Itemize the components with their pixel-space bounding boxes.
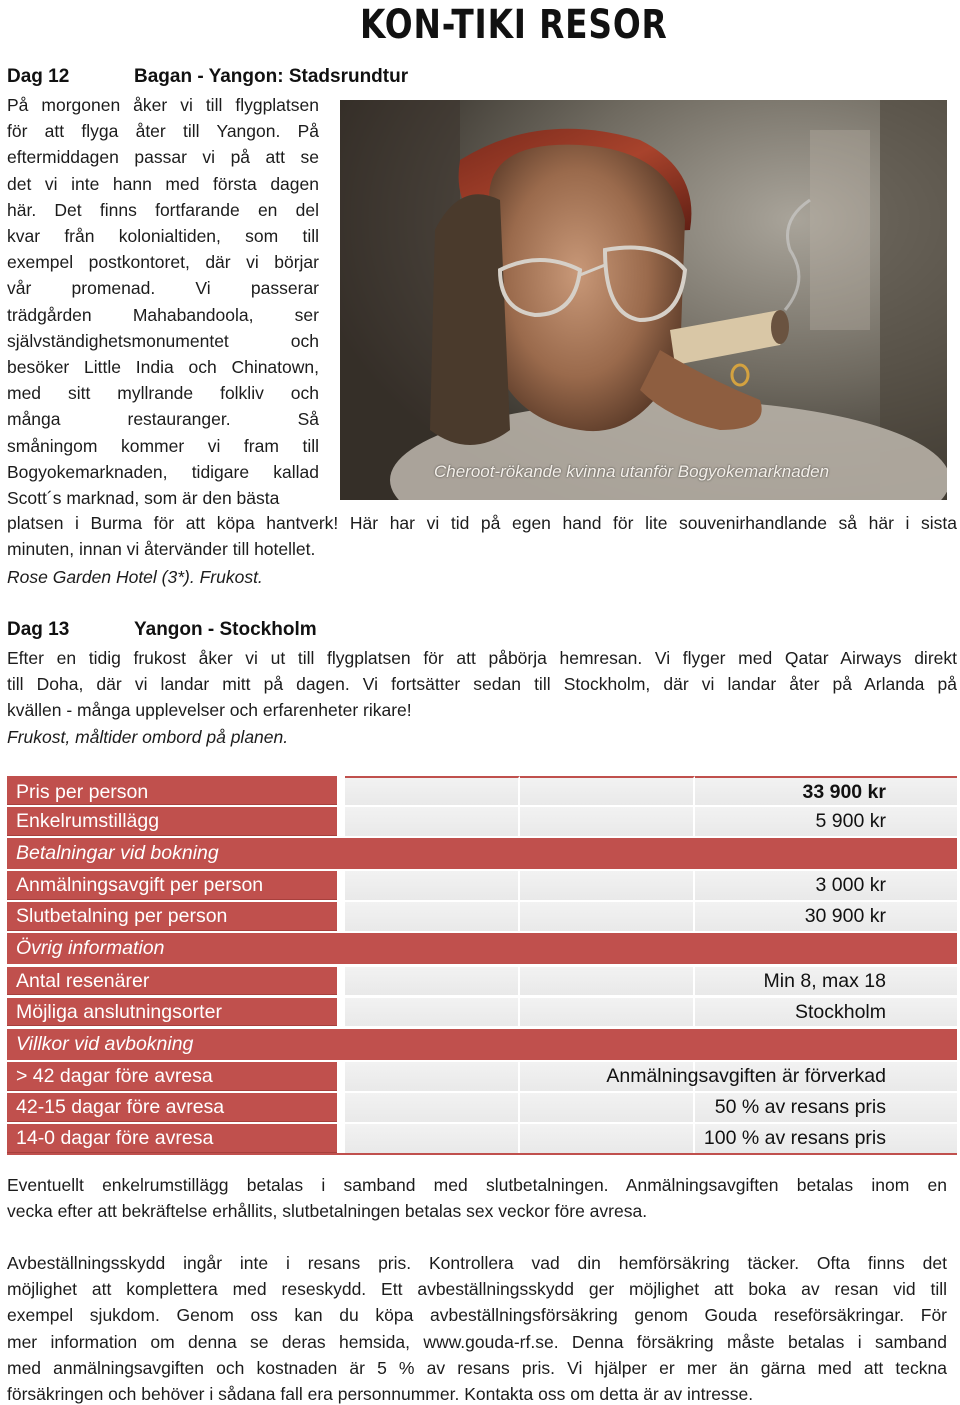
- price-row: [7, 998, 957, 1027]
- day-12-title: Bagan - Yangon: Stadsrundtur: [134, 66, 409, 87]
- single-room-note: [7, 1172, 947, 1224]
- text-line: eftermiddagen passar vi på att se: [7, 147, 319, 168]
- text-line: med anmälningsavgiften och kostnaden är 5 % av resans pris. Vi hjälper er mer än gärna med att teckna: [7, 1357, 947, 1378]
- photo-caption: Cheroot-rökande kvinna utanför Bogyokemarknaden: [434, 462, 830, 481]
- price-row-value: 100 % av resans pris: [703, 1127, 886, 1150]
- price-row-value: 50 % av resans pris: [714, 1096, 886, 1119]
- price-row-value: Anmälningsavgiften är förverkad: [606, 1065, 886, 1088]
- text-line: för att flyga åter till Yangon. På: [7, 121, 319, 142]
- day-13-meals: [7, 724, 288, 750]
- day-12-text-wide: [7, 510, 957, 562]
- price-row: [7, 1124, 957, 1153]
- text-line: Efter en tidig frukost åker vi ut till flygplatsen för att påbörja hemresan. Vi flyger med Qatar Airways direkt: [7, 648, 957, 668]
- price-row-value-cell: [695, 998, 892, 1027]
- price-row-cell: [345, 871, 520, 900]
- price-row-value: 33 900 kr: [802, 781, 886, 803]
- price-row-value-cell: [695, 902, 892, 931]
- day-13-title: Yangon - Stockholm: [134, 619, 317, 640]
- price-row-cell: [345, 1124, 520, 1153]
- text-line: här. Det finns fortfarande en del: [7, 199, 319, 220]
- price-row-cell: [520, 1093, 695, 1122]
- text-line: Avbeställningsskydd ingår inte i resans pris. Kontrollera vad din hemförsäkring täcker. Ofta finns det: [7, 1253, 947, 1273]
- price-row-cell: [520, 807, 695, 836]
- day-13-meals-text: Frukost, måltider ombord på planen.: [7, 727, 289, 747]
- price-row: [7, 871, 957, 900]
- photo-illustration: [340, 100, 947, 500]
- price-row: [7, 902, 957, 931]
- price-row-value: Stockholm: [794, 1000, 886, 1023]
- price-row-cell: [892, 998, 957, 1027]
- price-row-cell: [892, 1124, 957, 1153]
- price-row-cell: [345, 776, 520, 805]
- text-line: kvar från kolonialtiden, som till: [7, 226, 319, 247]
- day-13-text: [7, 645, 957, 724]
- price-table: [7, 776, 957, 1155]
- price-row-cell: [520, 871, 695, 900]
- price-row-cell: [345, 1062, 520, 1091]
- price-row-gap: [337, 807, 345, 836]
- day-13-number: Dag 13: [7, 619, 70, 640]
- price-row-gap: [337, 902, 345, 931]
- price-row-label: Slutbetalning per person: [7, 902, 337, 931]
- day-12-hotel-meals-text: Rose Garden Hotel (3*). Frukost.: [7, 567, 263, 587]
- price-row-cell: [520, 998, 695, 1027]
- price-row-gap: [337, 1093, 345, 1122]
- price-row-value: 5 900 kr: [815, 809, 886, 832]
- price-row-cell: [892, 1093, 957, 1122]
- brand-logo: KON-TIKI RESOR: [360, 2, 668, 48]
- price-row-label: 14-0 dagar före avresa: [7, 1124, 337, 1153]
- price-row-value: 30 900 kr: [804, 905, 886, 928]
- text-line: försäkringen och behöver i sådana fall era personnummer. Kontakta oss om detta är av intresse.: [7, 1384, 754, 1405]
- price-row-cell: [520, 776, 695, 805]
- price-row: [7, 807, 957, 836]
- price-row-gap: [337, 871, 345, 900]
- text-line: trädgården Mahabandoola, ser: [7, 304, 319, 325]
- text-line: Bogyokemarknaden, tidigare kallad: [7, 461, 319, 482]
- text-line: exempel sjukdom. Genom oss kan du köpa avbeställningsförsäkring genom Gouda reseförsäkringar. För: [7, 1305, 947, 1326]
- price-row-cell: [892, 1062, 957, 1091]
- text-line: vecka efter att bekräftelse erhållits, slutbetalningen betalas sex veckor före avresa.: [7, 1201, 648, 1222]
- price-row-cell: [345, 967, 520, 996]
- price-row-label: Pris per person: [7, 776, 337, 805]
- price-row: [7, 776, 957, 805]
- woman-smoking-cheroot-photo: [340, 100, 947, 500]
- price-row-cell: [520, 902, 695, 931]
- price-row: [7, 1093, 957, 1122]
- text-line: mer information om denna se deras hemsida, www.gouda-rf.se. Denna försäkring måste betalas i samband: [7, 1331, 947, 1352]
- text-line: självständighetsmonumentet och: [7, 330, 319, 351]
- price-row-cell: [892, 807, 957, 836]
- price-row-cell: [345, 807, 520, 836]
- text-line: platsen i Burma för att köpa hantverk! Här har vi tid på egen hand för lite souvenirhandlande så här i sista: [7, 513, 957, 533]
- price-row-value: 3 000 kr: [815, 874, 886, 897]
- text-line: besöker Little India och Chinatown,: [7, 357, 319, 378]
- price-row: [7, 967, 957, 996]
- text-line: till Doha, där vi landar mitt på dagen. Vi fortsätter sedan till Stockholm, där vi landar åter på Arlanda på: [7, 674, 957, 695]
- price-row-value-cell: [695, 871, 892, 900]
- price-section-label: Övrig information: [16, 937, 165, 960]
- text-line: exempel postkontoret, där vi börjar: [7, 252, 319, 273]
- day-12-text-narrow: [7, 92, 319, 511]
- price-row-cell: [520, 967, 695, 996]
- day-12-hotel-meals: [7, 564, 263, 590]
- price-row-cell: [345, 1093, 520, 1122]
- price-section-label: Villkor vid avbokning: [16, 1032, 194, 1055]
- price-row-label: Antal resenärer: [7, 967, 337, 996]
- price-row-value: Min 8, max 18: [763, 969, 886, 992]
- price-row-value-cell: [695, 967, 892, 996]
- price-row-gap: [337, 998, 345, 1027]
- day-12-number: Dag 12: [7, 66, 70, 87]
- price-section-row: [7, 838, 957, 869]
- price-row-value-cell: [695, 776, 892, 805]
- row-divider: [7, 1153, 957, 1155]
- price-row-label: Möjliga anslutningsorter: [7, 998, 337, 1027]
- price-row-gap: [337, 776, 345, 805]
- price-row-cell: [892, 776, 957, 805]
- price-row-value-cell: [695, 1124, 892, 1153]
- text-line: många restauranger. Så: [7, 409, 319, 430]
- text-line: På morgonen åker vi till flygplatsen: [7, 95, 319, 115]
- price-row-gap: [337, 1062, 345, 1091]
- price-row: [7, 1062, 957, 1091]
- day-12-heading: [7, 66, 408, 88]
- insurance-note: [7, 1250, 947, 1405]
- text-line: det vi inte hann med första dagen: [7, 173, 319, 194]
- day-13-heading: [7, 619, 317, 641]
- price-section-label: Betalningar vid bokning: [16, 841, 219, 864]
- price-row-cell: [345, 902, 520, 931]
- price-row-cell: [892, 967, 957, 996]
- price-row-label: Anmälningsavgift per person: [7, 871, 337, 900]
- price-row-value-cell: [695, 1093, 892, 1122]
- text-line: Scott´s marknad, som är den bästa: [7, 488, 280, 509]
- price-row-label: 42-15 dagar före avresa: [7, 1093, 337, 1122]
- price-row-value-cell: [695, 807, 892, 836]
- price-section-row: [7, 1029, 957, 1060]
- price-row-gap: [337, 967, 345, 996]
- price-row-value-cell: [606, 1062, 892, 1091]
- text-line: möjlighet att komplettera med reseskydd. Ett avbeställningsskydd ger möjlighet att boka av resan vid till: [7, 1279, 947, 1300]
- text-line: med sitt myllrande folkliv och: [7, 383, 319, 404]
- price-row-gap: [337, 1124, 345, 1153]
- text-line: småningom kommer vi fram till: [7, 435, 319, 456]
- price-row-cell: [520, 1124, 695, 1153]
- text-line: minuten, innan vi återvänder till hotellet.: [7, 539, 316, 560]
- price-section-row: [7, 933, 957, 964]
- text-line: kvällen - många upplevelser och erfarenheter rikare!: [7, 700, 412, 721]
- text-line: Eventuellt enkelrumstillägg betalas i samband med slutbetalningen. Anmälningsavgiften betalas inom en: [7, 1175, 947, 1195]
- price-row-label: Enkelrumstillägg: [7, 807, 337, 836]
- price-row-cell: [892, 871, 957, 900]
- price-row-cell: [345, 998, 520, 1027]
- price-row-label: > 42 dagar före avresa: [7, 1062, 337, 1091]
- price-row-cell: [892, 902, 957, 931]
- text-line: vår promenad. Vi passerar: [7, 278, 319, 299]
